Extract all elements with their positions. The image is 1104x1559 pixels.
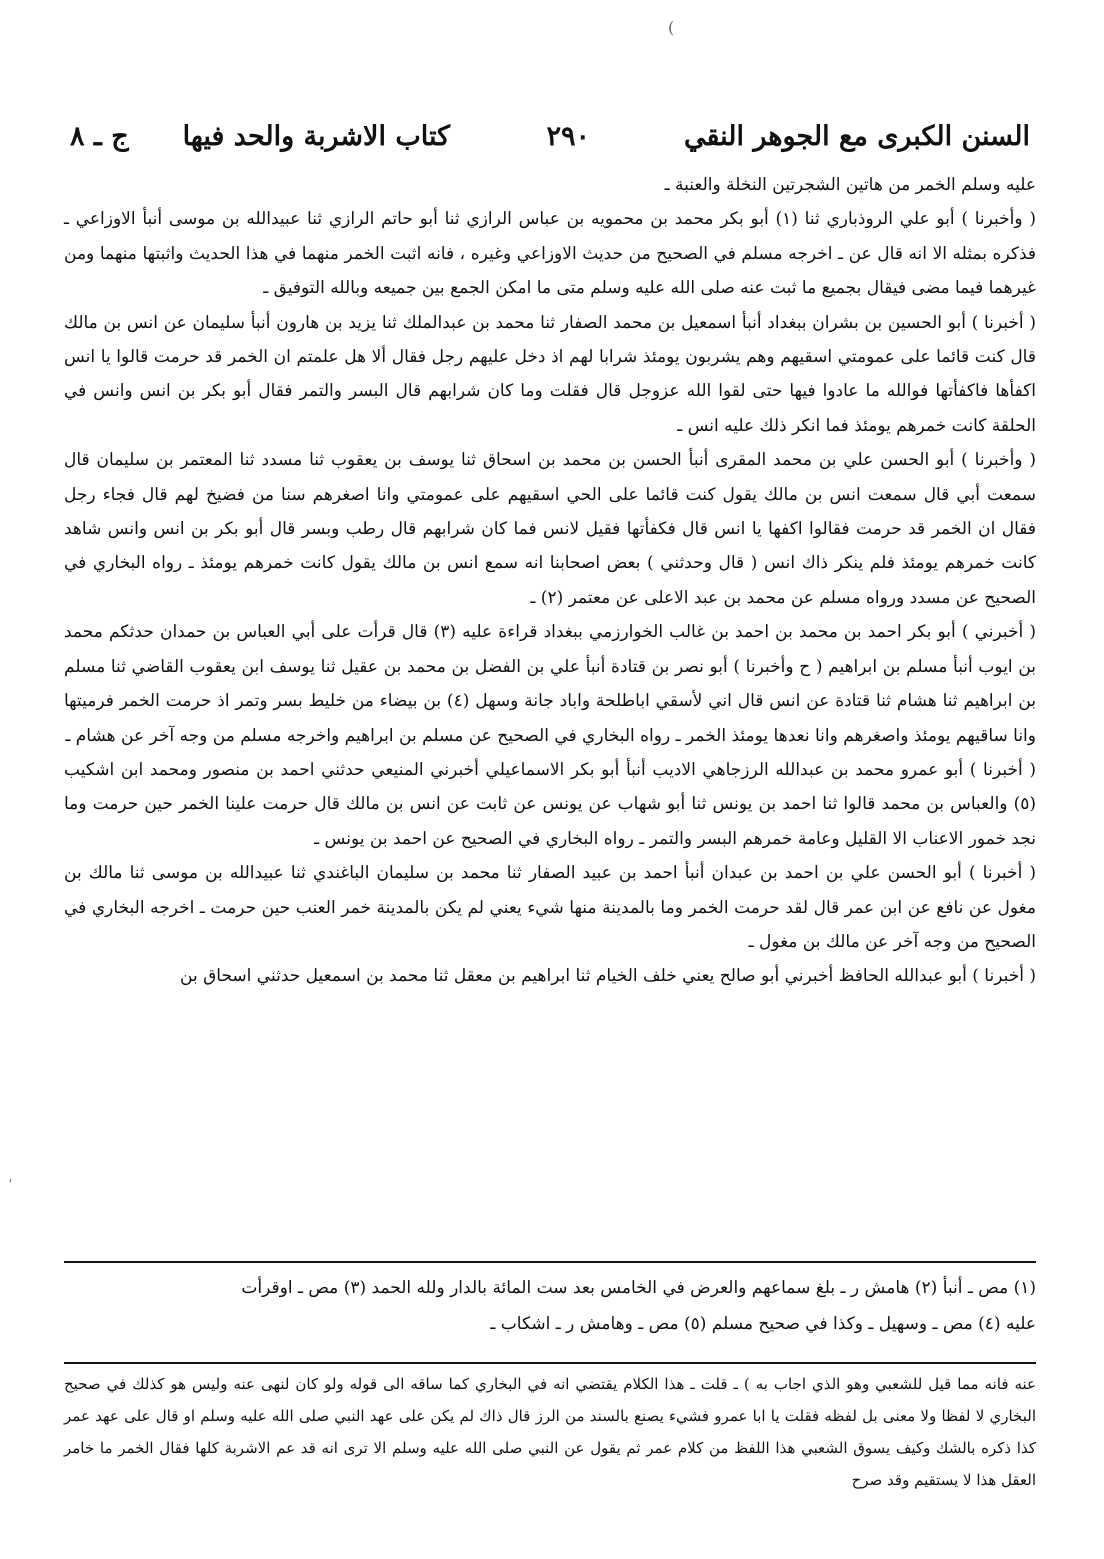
margin-mark: ( (668, 18, 675, 37)
paragraph: ( وأخبرنا ) أبو الحسن علي بن محمد المقرى أنبأ الحسن بن محمد بن اسحاق ثنا يوسف بن يعقوب ثنا مسدد ثنا المعتمر بن سليمان قال سمعت أبي قال سمعت انس بن مالك يقول كنت قائما على الحي اسقيهم على عمومتي وانا اصغرهم سنا من فضيخ لهم قال فجاء رجل فقال ان الخمر قد حرمت فقالوا اكفها يا انس قال فكفأتها فقيل لانس فما كان شرابهم قال رطب وبسر قال أبو بكر بن انس وانس شاهد كانت خمرهم يومئذ فلم ينكر ذاك انس ( قال وحدثني ) بعض اصحابنا انه سمع انس بن مالك يقول كانت خمرهم يومئذ ـ رواه البخاري في الصحيح عن مسدد ورواه مسلم عن محمد بن عبد الاعلى عن معتمر (٢) ـ (64, 450, 1036, 608)
paragraph: ( أخبرنا ) أبو الحسن علي بن احمد بن عبدان أنبأ احمد بن عبيد الصفار ثنا محمد بن سليمان الباغندي ثنا عبيدالله بن موسى ثنا مالك بن مغول عن نافع عن ابن عمر قال لقد حرمت الخمر وما بالمدينة منها شيء يعني لم يكن بالمدينة خمر العنب حين حرمت ـ اخرجه البخاري في الصحيح من وجه آخر عن مالك بن مغول ـ (64, 863, 1036, 952)
paragraph: ( أخبرنا ) أبو عبدالله الحافظ أخبرني أبو صالح يعني خلف الخيام ثنا ابراهيم بن معقل ثنا محمد بن اسمعيل حدثني اسحاق بن (180, 966, 1036, 987)
page-number: ٢٩٠ (546, 121, 590, 152)
footnote-line: عليه (٤) مص ـ وسهيل ـ وكذا في صحيح مسلم (٥) مص ـ وهامش ر ـ اشكاب ـ (490, 1314, 1036, 1334)
commentary-divider (64, 1362, 1036, 1364)
paragraph: عليه وسلم الخمر من هاتين الشجرتين النخلة والعنبة ـ (664, 175, 1036, 195)
commentary-paragraph: عنه فانه مما قيل للشعبي وهو الذي اجاب به ) ـ قلت ـ هذا الكلام يقتضي انه في البخاري كما ساقه الى قوله ولو كان لنهى عنه وليس هو كذلك في صحيح البخاري لا لفظا ولا معنى بل لفظه فقلت يا ابا عمرو فشيء يصنع بالسند من الرز قال ذاك لم يكن على عهد النبي صلى الله عليه وسلم او قال على عهد عمر كذا ذكره بالشك وكيف يسوق الشعبي هذا اللفظ من كلام عمر ثم يقول عن النبي صلى الله عليه وسلم الا ترى انه قد عم الاشربة كلها فقال الخمر ما خامر العقل هذا لا يستقيم وقد صرح (64, 1375, 1036, 1489)
paragraph: ( أخبرنا ) أبو الحسين بن بشران ببغداد أنبأ اسمعيل بن محمد الصفار ثنا محمد بن عبدالملك ثنا يزيد بن هارون أنبأ سليمان عن انس بن مالك قال كنت قائما على عمومتي اسقيهم وهم يشربون يومئذ شرابا لهم اذ دخل عليهم رجل فقال ألا هل علمتم ان الخمر قد حرمت قالوا يا انس اكفأها فاكفأتها فوالله ما عادوا فيها حتى لقوا الله عزوجل قال فقلت وما كان شرابهم قال البسر والتمر فقال أبو بكر بن انس وانس في الحلقة كانت خمرهم يومئذ فما انكر ذلك عليه انس ـ (64, 312, 1036, 436)
volume-label: ج ـ ٨ (70, 121, 129, 152)
main-text (64, 168, 1036, 994)
paragraph: ( أخبرني ) أبو بكر احمد بن محمد بن احمد بن غالب الخوارزمي ببغداد قراءة عليه (٣) قال قرأت على أبي العباس بن حمدان حدثكم محمد بن ايوب أنبأ مسلم بن ابراهيم ( ح وأخبرنا ) أبو نصر بن قتادة أنبأ علي بن الفضل بن محمد بن عقيل ثنا يوسف ابن يعقوب القاضي ثنا مسلم بن ابراهيم ثنا هشام ثنا قتادة عن انس قال اني لأسقي اباطلحة واباد جانة وسهل (٤) بن بيضاء من خليط بسر وتمر اذ حرمت الخمر فرميتها وانا ساقيهم يومئذ واصغرهم وانا نعدها يومئذ الخمر ـ رواه البخاري في الصحيح عن مسلم بن ابراهيم واخرجه مسلم من وجه آخر عن هشام ـ (64, 622, 1037, 746)
paragraph: ( وأخبرنا ) أبو علي الروذباري ثنا (١) أبو بكر محمد بن محمويه بن عباس الرازي ثنا أبو حاتم الرازي ثنا عبيدالله بن موسى أنبأ الاوزاعي ـ فذكره بمثله الا انه قال عن ـ اخرجه مسلم في الصحيح من حديث الاوزاعي وغيره ، فانه اثبت الخمر منهما في هذا الحديث واثبتها منهما ومن غيرهما فيما مضى فيقال بجميع ما ثبت عنه صلى الله عليه وسلم متى ما امكن الجمع بين جميعه وبالله التوفيق ـ (64, 209, 1036, 299)
book-title: كتاب الاشربة والحد فيها (182, 121, 450, 152)
running-header (70, 112, 1030, 162)
commentary-text (64, 1368, 1036, 1496)
footnote-line: (١) مص ـ أنبأ (٢) هامش ر ـ بلغ سماعهم والعرض في الخامس بعد ست المائة بالدار ولله الحمد (٣) مص ـ اوقرأت (241, 1278, 1036, 1298)
footnote-divider (64, 1261, 1036, 1263)
header-title: السنن الكبرى مع الجوهر النقي (683, 121, 1030, 152)
paragraph: ( أخبرنا ) أبو عمرو محمد بن عبدالله الرزجاهي الاديب أنبأ أبو بكر الاسماعيلي أخبرني المنيعي حدثني احمد بن منصور ومحمد ابن اشكيب (٥) والعباس بن محمد قالوا ثنا احمد بن يونس ثنا أبو شهاب عن يونس عن ثابت عن انس بن مالك قال حرمت علينا الخمر حين حرمت وما نجد خمور الاعناب الا القليل وعامة خمرهم البسر والتمر ـ رواه البخاري في الصحيح عن احمد بن يونس ـ (64, 759, 1036, 849)
footnotes (64, 1270, 1036, 1342)
edge-mark: ، (8, 1170, 13, 1186)
